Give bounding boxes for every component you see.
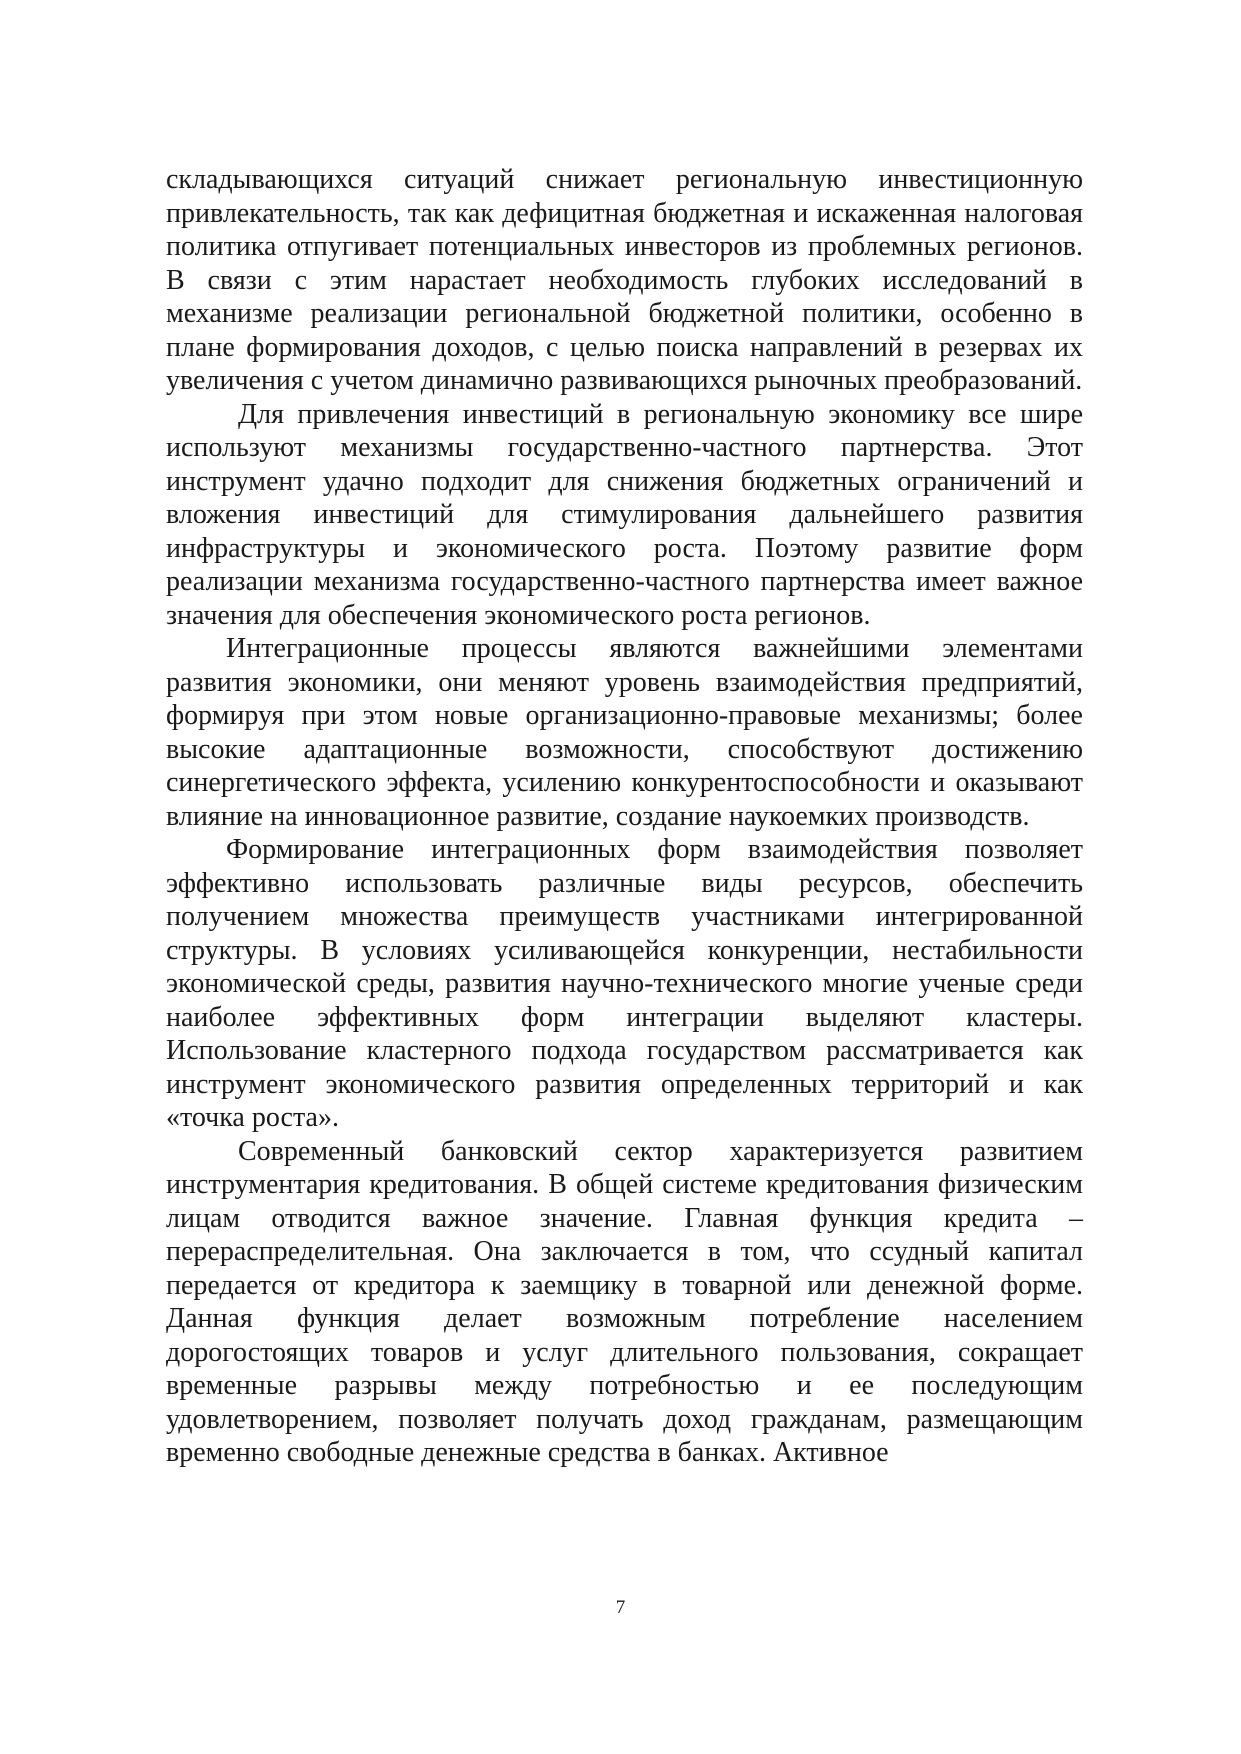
body-text xyxy=(166,163,1083,1470)
paragraph-ppp: Для привлечения инвестиций в региональную экономику все шире используют механизмы государственно-частного партнерства. Этот инструмент удачно подходит для снижения бюджетных ограничений и вложения инвестиций для стимулирования дальнейшего развития инфраструктуры и экономического роста. Поэтому развитие форм реализации механизма государственно-частного партнерства имеет важное значения для обеспечения экономического роста регионов. xyxy=(166,398,1083,631)
paragraph-clusters: Формирование интеграционных форм взаимодействия позволяет эффективно использовать различные виды ресурсов, обеспечить получением множества преимуществ участниками интегрированной структуры. В условиях усиливающейся конкуренции, нестабильности экономической среды, развития научно-технического многие ученые среди наиболее эффективных форм интеграции выделяют кластеры. Использование кластерного подхода государством рассматривается как инструмент экономического развития определенных территорий и как «точка роста». xyxy=(166,834,1083,1133)
paragraph-banking: Современный банковский сектор характеризуется развитием инструментария кредитования. В общей системе кредитования физическим лицам отводится важное значение. Главная функция кредита – перераспределительная. Она заключается в том, что ссудный капитал передается от кредитора к заемщику в товарной или денежной форме. Данная функция делает возможным потребление населением дорогостоящих товаров и услуг длительного пользования, сокращает временные разрывы между потребностью и ее последующим удовлетворением, позволяет получать доход гражданам, размещающим временно свободные денежные средства в банках. Активное xyxy=(166,1135,1083,1468)
paragraph-integration: Интеграционные процессы являются важнейшими элементами развития экономики, они меняют уровень взаимодействия предприятий, формируя при этом новые организационно-правовые механизмы; более высокие адаптационные возможности, способствуют достижению синергетического эффекта, усилению конкурентоспособности и оказывают влияние на инновационное развитие, создание наукоемких производств. xyxy=(166,633,1083,832)
page-number: 7 xyxy=(615,1597,626,1618)
paragraph-continuation: складывающихся ситуаций снижает региональную инвестиционную привлекательность, так как дефицитная бюджетная и искаженная налоговая политика отпугивает потенциальных инвесторов из проблемных регионов. В связи с этим нарастает необходимость глубоких исследований в механизме реализации региональной бюджетной политики, особенно в плане формирования доходов, с целью поиска направлений в резервах их увеличения с учетом динамично развивающихся рыночных преобразований. xyxy=(166,164,1083,396)
